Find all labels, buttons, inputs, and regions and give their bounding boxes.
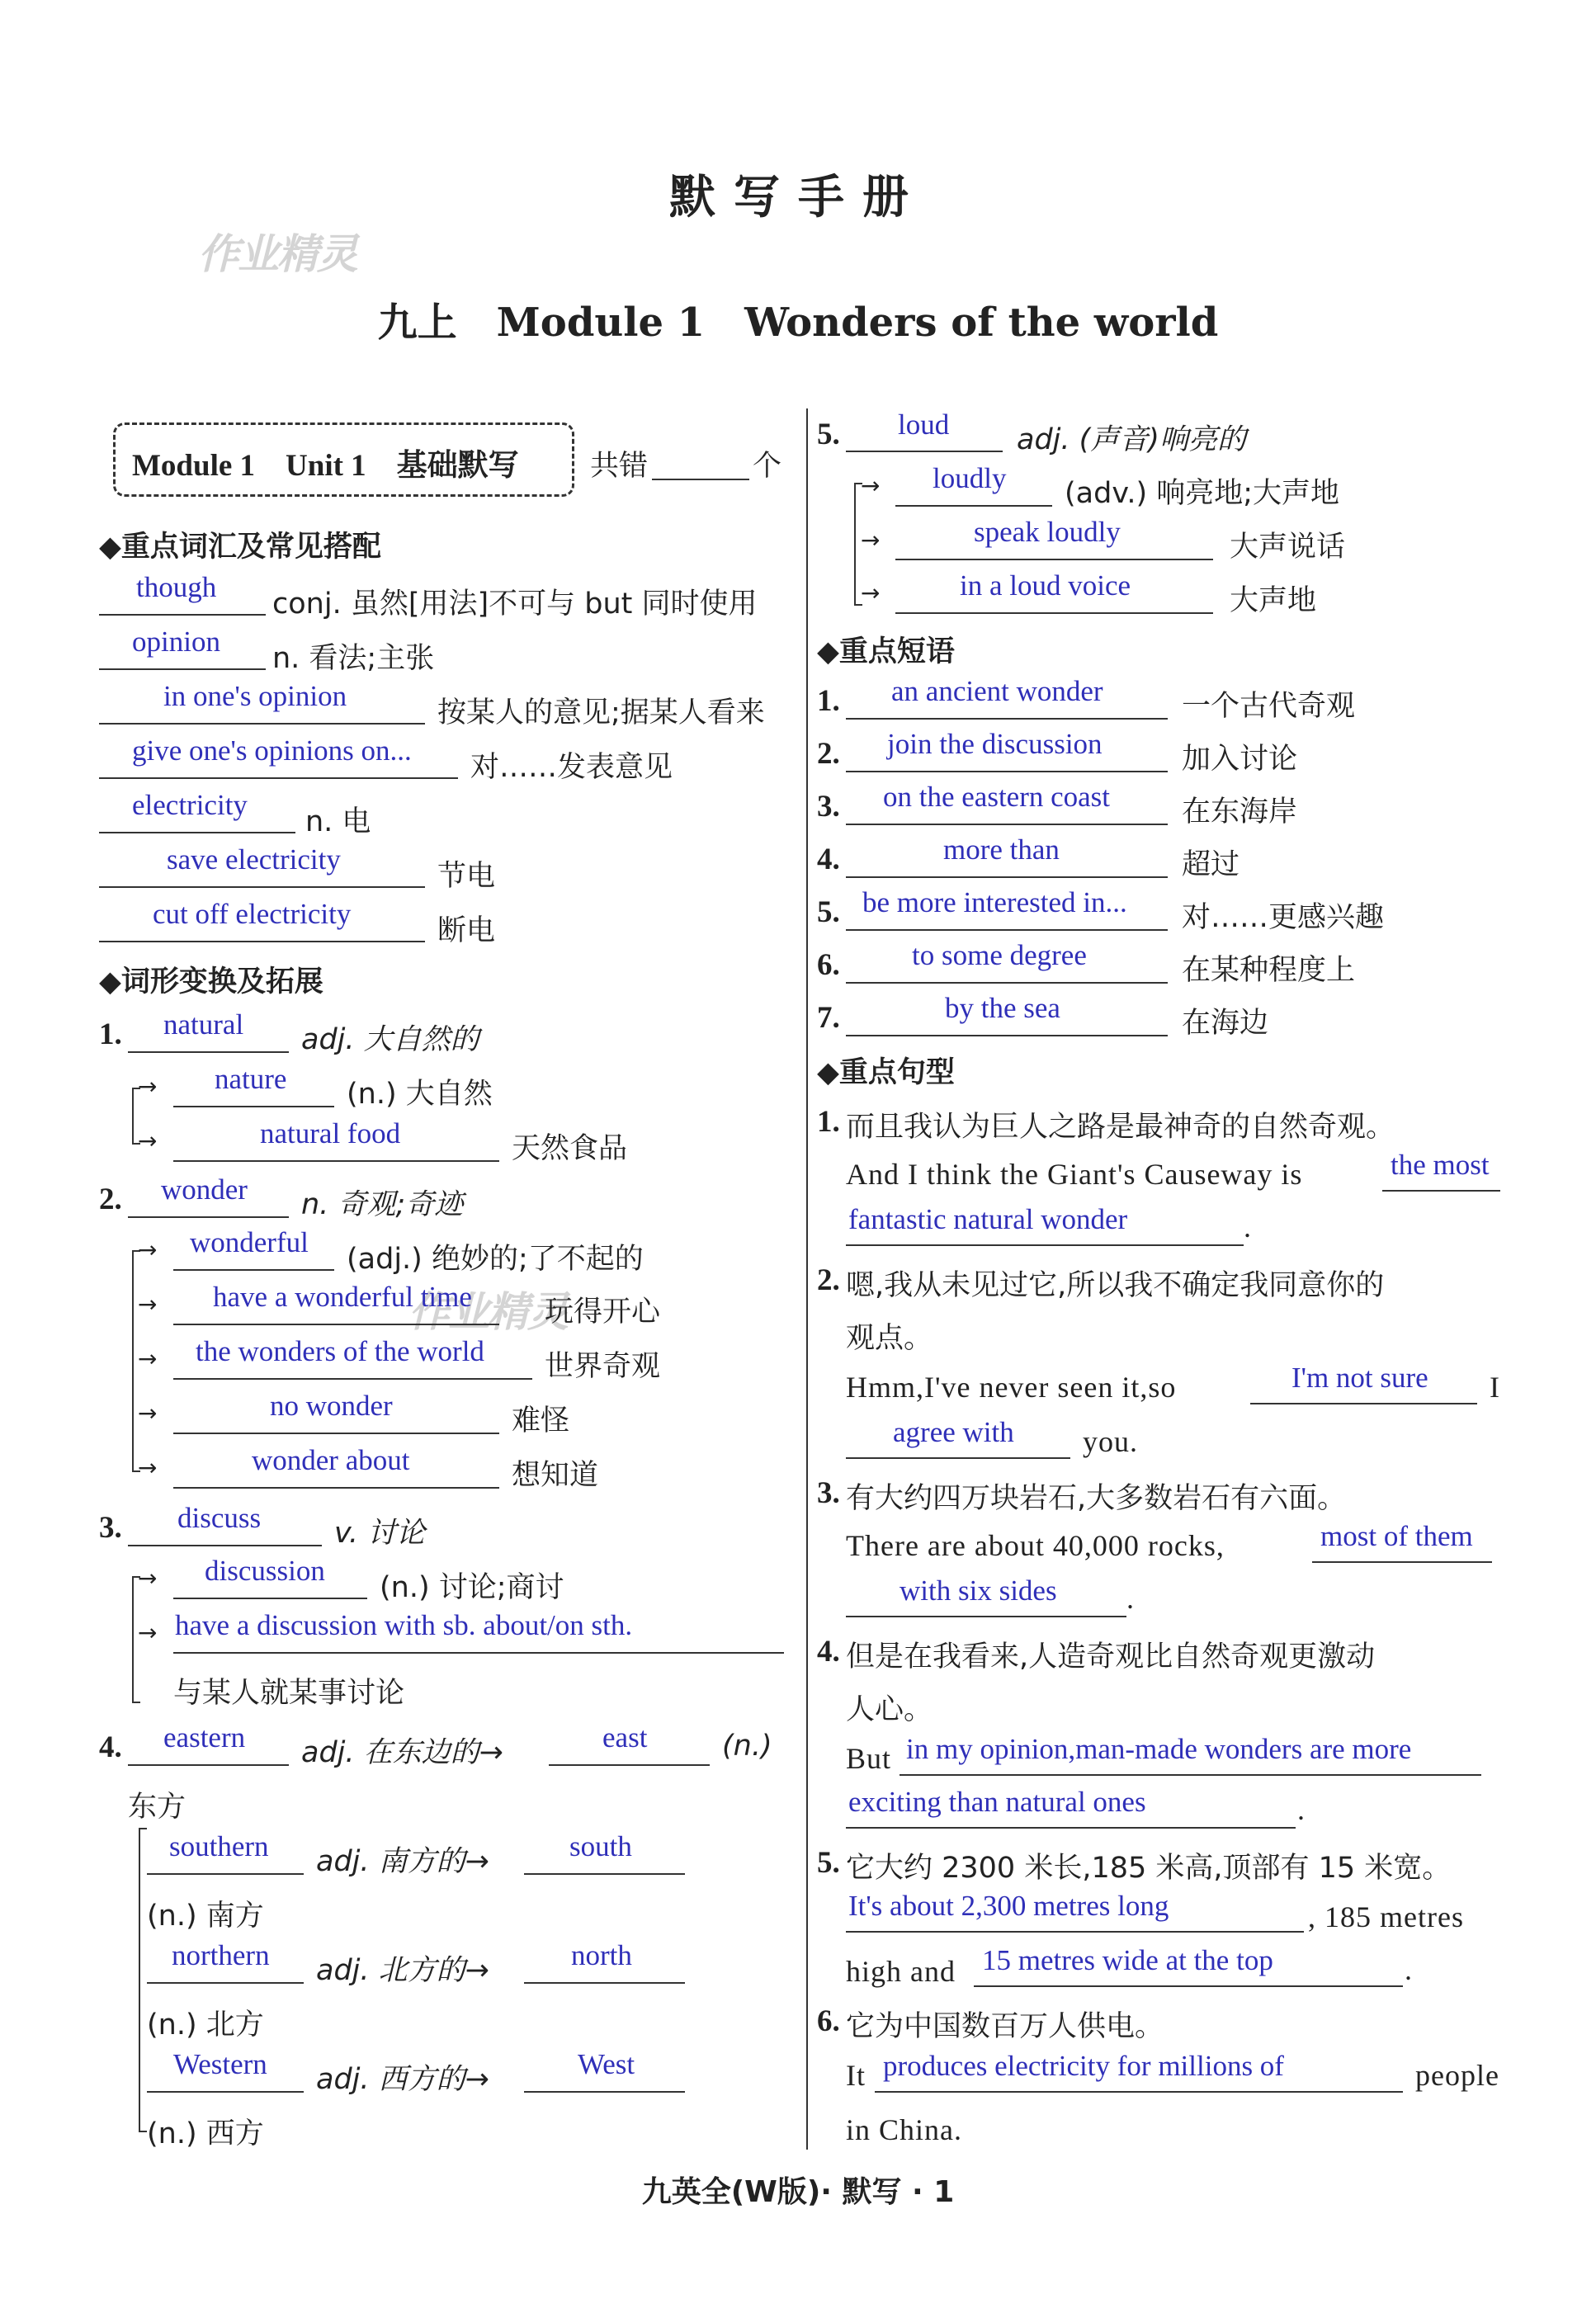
page-title: 默写手册 [669,170,927,224]
arrow-icon: → [138,1073,158,1100]
wf-answer: in a loud voice [960,569,1131,602]
wf-desc: (n.) [722,1730,772,1763]
answer-line [974,1985,1403,1987]
answer-line [147,2091,304,2093]
module-title: 九上 Module 1 Wonders of the world [377,300,1219,346]
wf-desc: 想知道 [512,1459,599,1492]
arrow-icon: → [138,1345,158,1372]
item-number: 1. [99,1017,122,1051]
wf-desc: 大声说话 [1230,531,1346,564]
answer-line [900,1774,1481,1776]
wf-desc: v. 讨论 [334,1517,426,1550]
sentence-chinese: 而且我认为巨人之路是最神奇的自然奇观。 [846,1111,1395,1144]
answer-line [846,1244,1244,1246]
answer-line [173,1106,334,1107]
answer-line [846,1457,1070,1459]
item-number: 7. [817,1001,840,1035]
sentence-english: I [1490,1371,1500,1404]
arrow-icon: → [138,1291,158,1318]
sentence-end: . [1405,1953,1413,1986]
arrow-icon: → [861,526,881,554]
sentence-english: It [846,2059,866,2092]
sentence-answer: exciting than natural ones [848,1786,1146,1818]
answer-line [846,876,1168,878]
wf-answer: the wonders of the world [196,1335,484,1367]
sentence-answer: produces electricity for millions of [883,2050,1284,2082]
vocab-answer: electricity [132,789,248,821]
answer-line [895,612,1213,614]
answer-line [99,614,266,616]
item-number: 3. [817,790,840,824]
phrase-answer: more than [943,833,1060,866]
wf-answer: no wonder [270,1390,393,1422]
wf-desc: (adj.) 绝妙的;了不起的 [347,1243,644,1276]
error-count-blank[interactable] [652,479,749,480]
wf-desc: (n.) 南方 [147,1900,264,1933]
wf-answer: south [569,1830,632,1862]
sentence-english: , 185 metres [1308,1900,1464,1933]
answer-line [846,1931,1304,1933]
answer-line [173,1269,334,1271]
item-number: 4. [817,843,840,876]
bracket [139,1828,147,2132]
wf-desc: (n.) 北方 [147,2009,264,2042]
wf-desc: adj. 在东边的→ [301,1736,503,1769]
wf-desc: 东方 [128,1791,187,1824]
phrase-answer: by the sea [945,992,1060,1024]
sentence-answer: I'm not sure [1291,1362,1428,1394]
wf-desc: (adv.) 响亮地;大声地 [1065,477,1340,510]
answer-line [173,1487,499,1489]
answer-line [895,559,1213,560]
wf-answer: east [602,1721,648,1754]
item-number: 3. [99,1511,122,1545]
wf-desc: 与某人就某事讨论 [173,1677,405,1710]
sentence-chinese: 观点。 [846,1322,933,1355]
sentence-end: . [1126,1582,1135,1615]
answer-line [173,1160,499,1162]
answer-line [524,1982,685,1984]
sentence-chinese: 它大约 2300 米长,185 米高,顶部有 15 米宽。 [846,1852,1452,1885]
vocab-desc: n. 看法;主张 [272,642,435,675]
answer-line [1312,1561,1492,1563]
wf-answer: discuss [177,1502,262,1534]
sentence-english: There are about 40,000 rocks, [846,1529,1225,1562]
item-number: 5. [817,895,840,929]
vocab-answer: though [136,571,217,603]
phrase-answer: join the discussion [887,728,1103,760]
vocab-answer: opinion [132,625,220,658]
section-word-forms: ◆词形变换及拓展 [99,965,323,998]
wf-answer: Western [173,2048,267,2080]
sentence-english: people [1415,2059,1499,2092]
wf-desc: adj. (声音)响亮的 [1017,423,1246,456]
answer-line [173,1433,499,1434]
vocab-desc: 按某人的意见;据某人看来 [437,696,765,729]
sentence-chinese: 但是在我看来,人造奇观比自然奇观更激动 [846,1640,1376,1673]
item-number: 6. [817,2004,840,2038]
answer-line [895,505,1052,507]
item-number: 2. [99,1182,122,1216]
phrase-desc: 一个古代奇观 [1182,690,1356,723]
wf-desc: 世界奇观 [545,1350,661,1383]
unit-box-label: Module 1 Unit 1 基础默写 [132,449,519,483]
wf-answer: natural food [260,1117,401,1149]
wf-desc: (n.) 西方 [147,2117,264,2150]
phrase-desc: 在海边 [1182,1007,1269,1040]
wf-desc: 天然食品 [512,1132,628,1165]
section-vocab: ◆重点词汇及常见搭配 [99,531,381,564]
wf-answer: loud [898,408,950,441]
wf-answer: have a discussion with sb. about/on sth. [175,1609,633,1641]
column-divider [806,408,808,2150]
wf-desc: (n.) 大自然 [347,1078,493,1111]
answer-line [173,1652,784,1654]
wf-answer: natural [163,1008,244,1041]
item-number: 2. [817,737,840,771]
answer-line [846,771,1168,772]
wf-answer: southern [169,1830,269,1862]
section-phrases: ◆重点短语 [817,635,955,668]
wf-desc: adj. 南方的→ [316,1845,489,1878]
arrow-icon: → [138,1400,158,1427]
page-footer: 九英全(W版)· 默写 · 1 [641,2175,955,2209]
error-count-prefix: 共错 [590,450,649,483]
sentence-chinese: 嗯,我从未见过它,所以我不确定我同意你的 [846,1269,1385,1302]
phrase-answer: to some degree [912,939,1087,971]
wf-answer: discussion [205,1555,325,1587]
answer-line [875,2091,1403,2093]
watermark: 作业精灵 [198,230,357,278]
sentence-answer: most of them [1320,1520,1473,1552]
phrase-desc: 加入讨论 [1182,743,1298,776]
sentence-english: And I think the Giant's Causeway is [846,1158,1303,1191]
answer-line [147,1982,304,1984]
arrow-icon: → [138,1565,158,1592]
answer-line [846,1827,1296,1829]
wf-answer: speak loudly [974,516,1121,548]
wf-answer: wonderful [190,1226,309,1258]
answer-line [846,718,1168,720]
answer-line [173,1598,367,1599]
item-number: 1. [817,1105,840,1139]
sentence-chinese: 它为中国数百万人供电。 [846,2010,1164,2043]
arrow-icon: → [861,472,881,499]
vocab-answer: save electricity [167,843,341,876]
answer-line [173,1378,532,1380]
phrase-desc: 对……更感兴趣 [1182,901,1385,934]
wf-desc: (n.) 讨论;商讨 [380,1571,564,1604]
phrase-answer: an ancient wonder [891,675,1103,707]
vocab-desc: 断电 [437,914,496,947]
answer-line [99,886,425,888]
wf-desc: adj. 大自然的 [301,1023,479,1056]
wf-answer: wonder about [252,1444,410,1476]
answer-line [1250,1403,1477,1404]
sentence-answer: with six sides [900,1574,1057,1607]
section-sentences: ◆重点句型 [817,1056,955,1089]
wf-answer: West [578,2048,635,2080]
wf-answer: nature [215,1063,287,1095]
vocab-desc: conj. 虽然[用法]不可与 but 同时使用 [272,588,758,621]
wf-answer: have a wonderful time [213,1281,472,1313]
sentence-chinese: 人心。 [846,1693,933,1726]
arrow-icon: → [138,1454,158,1481]
sentence-answer: in my opinion,man-made wonders are more [906,1733,1412,1765]
answer-line [147,1873,304,1875]
wf-answer: north [571,1939,632,1971]
phrase-answer: on the eastern coast [883,781,1111,813]
vocab-desc: 节电 [437,860,496,893]
sentence-english: high and [846,1955,956,1988]
answer-line [846,1035,1168,1036]
vocab-desc: n. 电 [305,805,371,838]
arrow-icon: → [138,1127,158,1154]
phrase-desc: 超过 [1182,848,1240,881]
item-number: 3. [817,1476,840,1510]
vocab-answer: in one's opinion [163,680,347,712]
error-count-suffix: 个 [753,450,782,483]
wf-answer: wonder [161,1173,248,1206]
answer-line [99,832,295,833]
wf-desc: adj. 西方的→ [316,2063,489,2096]
vocab-answer: cut off electricity [153,898,352,930]
item-number: 4. [99,1730,122,1764]
answer-line [846,1616,1126,1617]
wf-desc: adj. 北方的→ [316,1954,489,1987]
arrow-icon: → [138,1236,158,1263]
sentence-english: But [846,1742,892,1775]
answer-line [524,1873,685,1875]
answer-line [1382,1190,1500,1192]
item-number: 5. [817,1846,840,1880]
sentence-english: Hmm,I've never seen it,so [846,1371,1177,1404]
sentence-answer: It's about 2,300 metres long [848,1890,1169,1922]
sentence-answer: 15 metres wide at the top [982,1944,1273,1976]
sentence-answer: agree with [893,1416,1014,1448]
sentence-end: . [1244,1211,1252,1244]
answer-line [128,1216,289,1218]
answer-line [99,941,425,942]
item-number: 1. [817,684,840,718]
sentence-english: in China. [846,2113,962,2146]
sentence-answer: fantastic natural wonder [848,1203,1128,1235]
wf-answer: loudly [933,462,1007,494]
answer-line [846,929,1168,931]
arrow-icon: → [861,579,881,607]
vocab-desc: 对……发表意见 [470,751,673,784]
sentence-answer: the most [1391,1149,1490,1181]
answer-line [99,777,458,779]
answer-line [128,1051,289,1053]
wf-desc: 难怪 [512,1404,570,1437]
item-number: 5. [817,418,840,451]
answer-line [99,668,266,670]
answer-line [846,824,1168,825]
wf-desc: 玩得开心 [545,1296,661,1329]
answer-line [128,1545,322,1546]
vocab-answer: give one's opinions on... [132,734,412,767]
item-number: 6. [817,948,840,982]
item-number: 4. [817,1635,840,1669]
sentence-end: . [1297,1793,1306,1826]
watermark-mid: 作业精灵 [408,1288,567,1336]
phrase-answer: be more interested in... [862,886,1127,918]
wf-desc: 大声地 [1230,584,1317,617]
sentence-end: you. [1083,1425,1138,1458]
answer-line [99,723,425,725]
answer-line [549,1764,710,1766]
arrow-icon: → [138,1619,158,1646]
wf-desc: n. 奇观;奇迹 [301,1188,464,1221]
wf-answer: northern [172,1939,270,1971]
answer-line [173,1324,499,1325]
answer-line [128,1764,289,1766]
item-number: 2. [817,1263,840,1297]
sentence-chinese: 有大约四万块岩石,大多数岩石有六面。 [846,1482,1347,1515]
wf-answer: eastern [163,1721,246,1754]
answer-line [524,2091,685,2093]
phrase-desc: 在东海岸 [1182,795,1298,828]
answer-line [846,982,1168,984]
answer-line [846,451,1003,452]
phrase-desc: 在某种程度上 [1182,954,1356,987]
